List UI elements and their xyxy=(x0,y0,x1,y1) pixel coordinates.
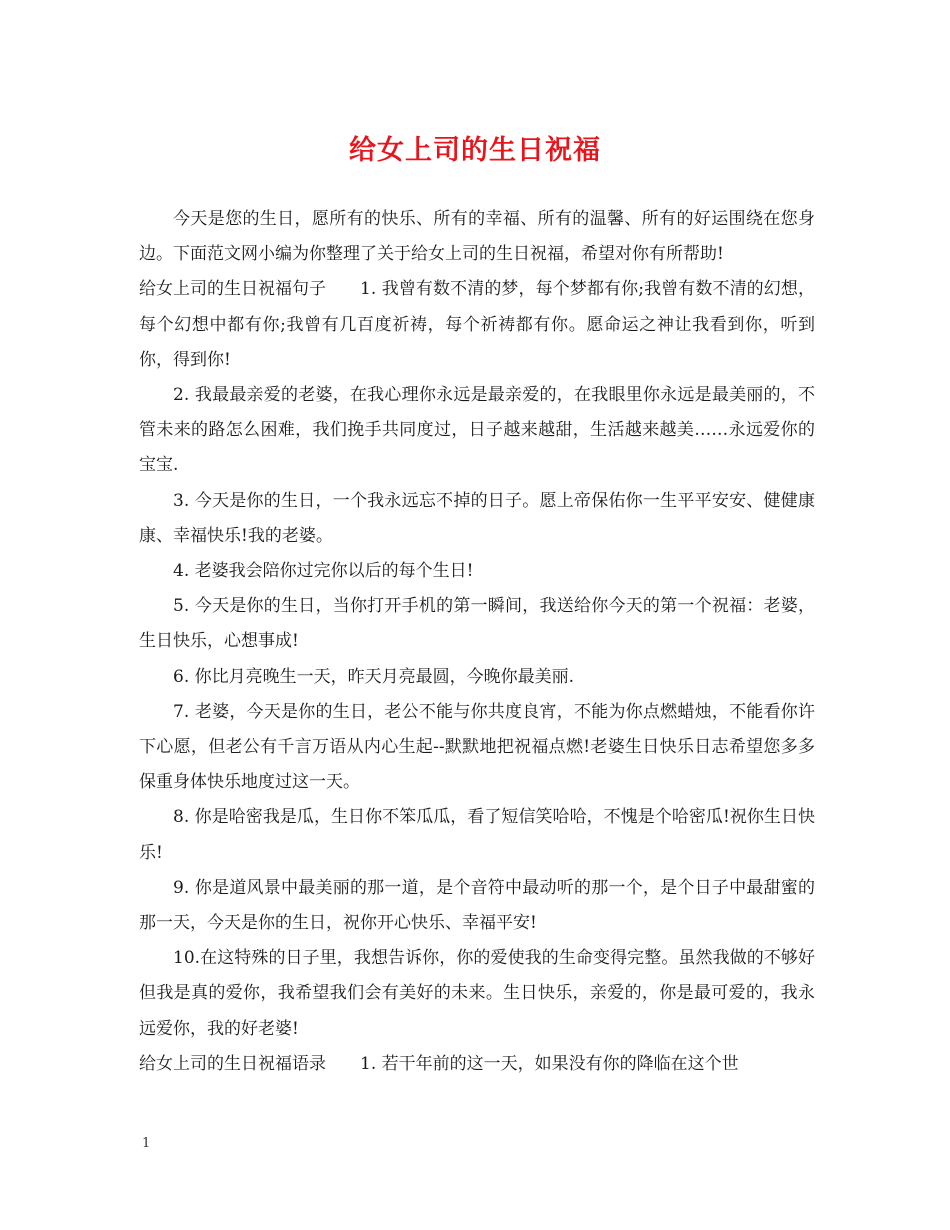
section-2-item-1: 1. 若干年前的这一天，如果没有你的降临在这个世 xyxy=(360,1053,739,1074)
list-item: 5. 今天是你的生日，当你打开手机的第一瞬间，我送给你今天的第一个祝福：老婆，生日快乐，心想事成! xyxy=(139,596,815,652)
list-item: 7. 老婆，今天是你的生日，老公不能与你共度良宵，不能为你点燃蜡烛，不能看你许下心愿，但老公有千言万语从内心生起--默默地把祝福点燃!老婆生日快乐日志希望您多多保重身体快乐地度过这一天。 xyxy=(139,701,815,793)
intro-paragraph: 今天是您的生日，愿所有的快乐、所有的幸福、所有的温馨、所有的好运围绕在您身边。下面范文网小编为你整理了关于给女上司的生日祝福，希望对你有所帮助! xyxy=(139,209,815,265)
section-1-item-1: 1. 我曾有数不清的梦，每个梦都有你;我曾有数不清的幻想，每个幻想中都有你;我曾有几百度祈祷，每个祈祷都有你。愿命运之神让我看到你，听到你，得到你! xyxy=(139,279,815,370)
section-2-heading: 给女上司的生日祝福语录 xyxy=(139,1053,326,1074)
list-item: 4. 老婆我会陪你过完你以后的每个生日! xyxy=(173,561,474,582)
document-body xyxy=(139,202,815,1082)
page-number: 1 xyxy=(142,1136,151,1151)
section-2-paragraph xyxy=(139,1047,815,1082)
list-item: 9. 你是道风景中最美丽的那一道，是个音符中最动听的那一个，是个日子中最甜蜜的那一天，今天是你的生日，祝你开心快乐、幸福平安! xyxy=(139,877,815,934)
section-1-heading: 给女上司的生日祝福句子 xyxy=(139,279,326,300)
list-item: 8. 你是哈密我是瓜，生日你不笨瓜瓜，看了短信笑哈哈，不愧是个哈密瓜!祝你生日快乐! xyxy=(139,807,815,863)
document-title: 给女上司的生日祝福 xyxy=(349,135,601,166)
list-item: 6. 你比月亮晚生一天，昨天月亮最圆，今晚你最美丽. xyxy=(173,666,575,687)
list-item: 10.在这特殊的日子里，我想告诉你，你的爱使我的生命变得完整。虽然我做的不够好但我是真的爱你，我希望我们会有美好的未来。生日快乐，亲爱的，你是最可爱的，我永远爱你，我的好老婆! xyxy=(139,948,815,1039)
section-1-paragraph xyxy=(139,272,815,378)
list-item: 3. 今天是你的生日，一个我永远忘不掉的日子。愿上帝保佑你一生平平安安、健健康康、幸福快乐!我的老婆。 xyxy=(139,490,815,546)
list-item: 2. 我最最亲爱的老婆，在我心理你永远是最亲爱的，在我眼里你永远是最美丽的，不管未来的路怎么困难，我们挽手共同度过，日子越来越甜，生活越来越美……永远爱你的宝宝. xyxy=(139,385,815,476)
